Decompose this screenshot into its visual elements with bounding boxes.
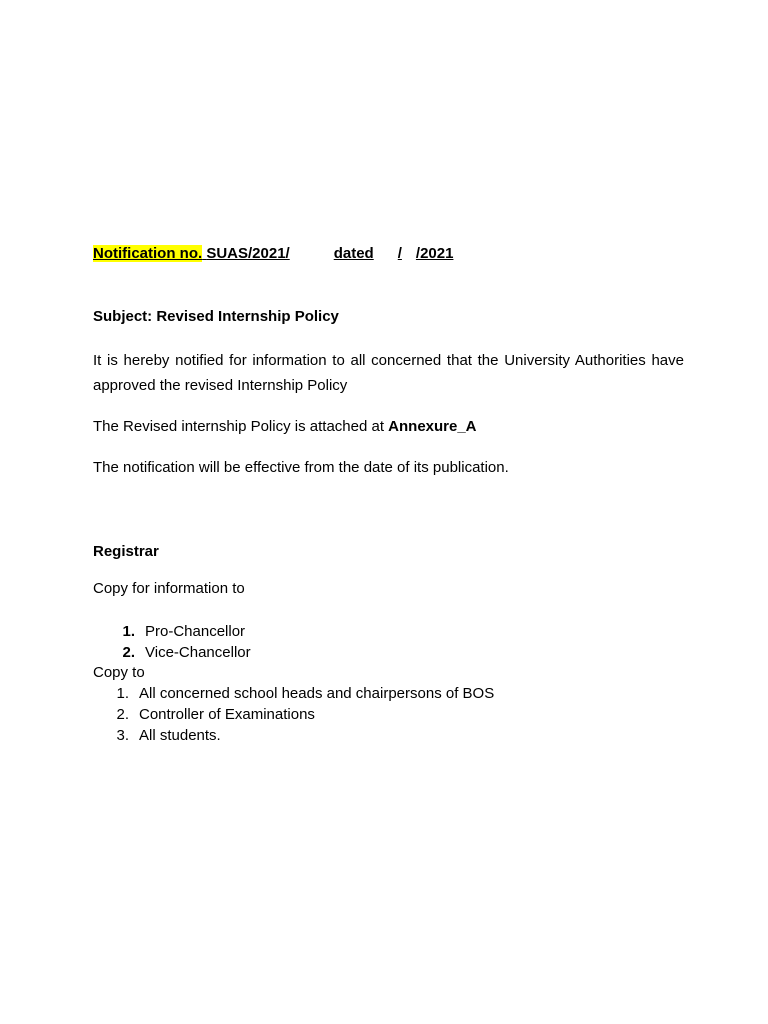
list-number: 2. <box>122 644 135 661</box>
notification-number: SUAS/2021/ <box>206 245 290 262</box>
list-item <box>93 704 494 725</box>
copy-to-list <box>93 683 494 746</box>
list-text: Vice-Chancellor <box>145 644 251 661</box>
date-year: /2021 <box>415 245 454 262</box>
list-text: All concerned school heads and chairpersons of BOS <box>139 685 495 702</box>
subject-line: Subject: Revised Internship Policy <box>93 308 339 325</box>
list-number: 1. <box>116 685 129 702</box>
notification-line <box>93 244 457 264</box>
list-number: 3. <box>116 727 129 744</box>
list-text: All students. <box>139 727 221 744</box>
list-text: Controller of Examinations <box>139 706 315 723</box>
list-text: Pro-Chancellor <box>145 623 246 640</box>
list-item <box>93 683 494 704</box>
signatory: Registrar <box>93 543 159 560</box>
attachment-line <box>93 417 477 437</box>
copy-info-list <box>93 621 251 663</box>
list-item <box>93 642 251 663</box>
attachment-text: The Revised internship Policy is attached at <box>93 418 389 435</box>
notification-label: Notification no. <box>93 245 203 262</box>
list-item <box>93 621 251 642</box>
copy-info-heading: Copy for information to <box>93 580 245 597</box>
date-separator-1: / <box>397 245 402 262</box>
body-paragraph: It is hereby notified for information to all concerned that the University Authorities have approved the revised Internship Policy <box>93 352 684 394</box>
dated-label: dated <box>333 245 374 262</box>
annexure-reference: Annexure_A <box>388 418 477 435</box>
copy-to-heading: Copy to <box>93 664 145 681</box>
list-number: 2. <box>116 706 129 723</box>
effective-line: The notification will be effective from the date of its publication. <box>93 459 509 476</box>
list-number: 1. <box>122 623 135 640</box>
list-item <box>93 725 494 746</box>
